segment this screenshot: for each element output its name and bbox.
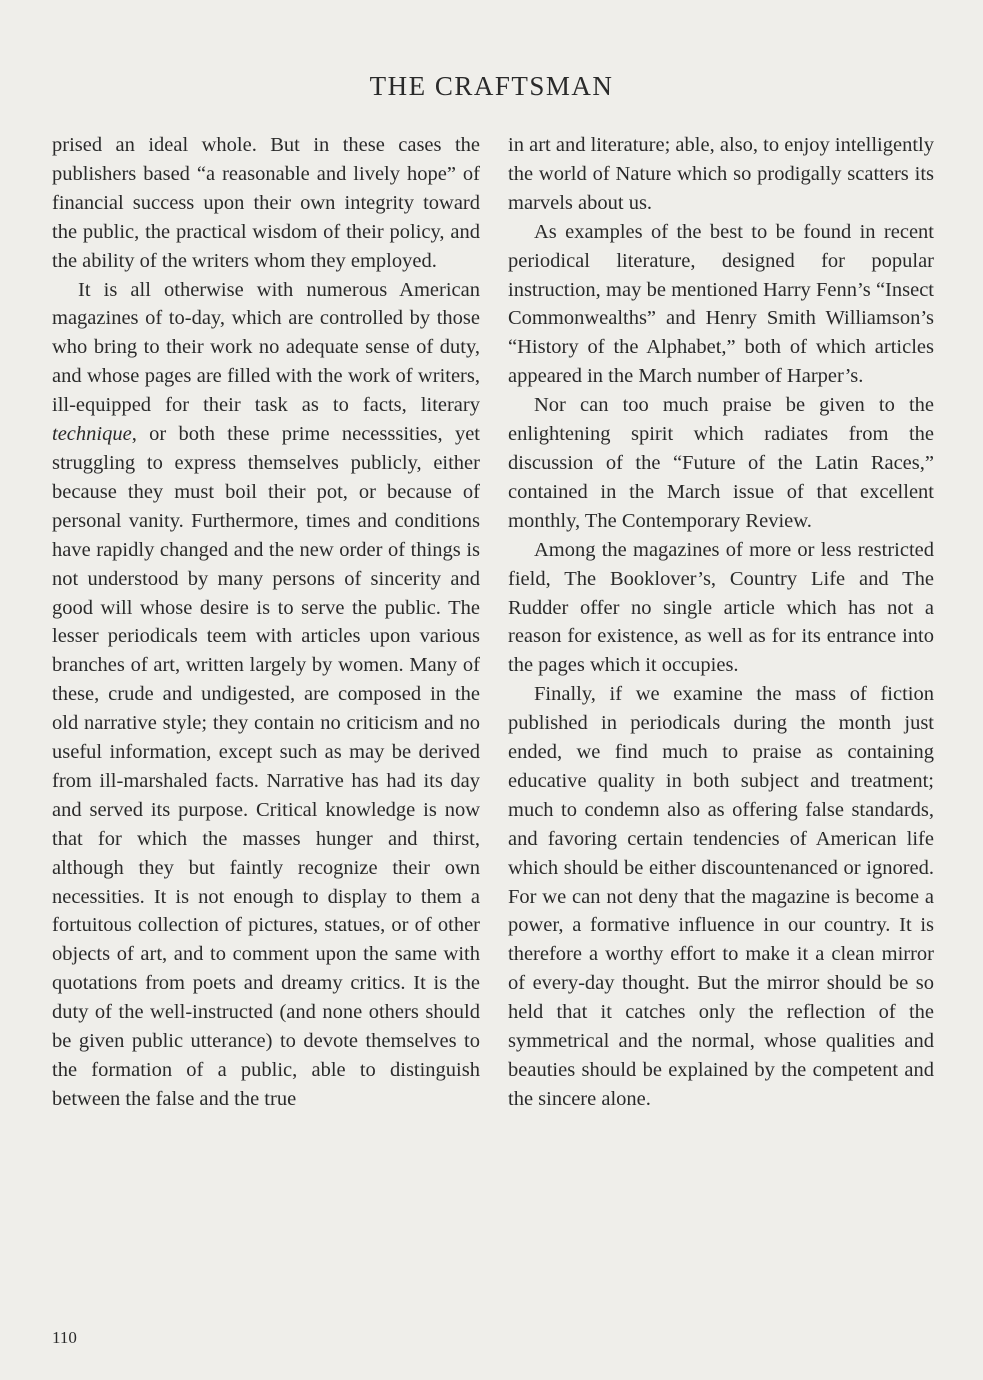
italic-term: technique xyxy=(52,423,132,446)
paragraph-text: prised an ideal whole. But in these cases the publishers based “a reasonable and lively hope” of financial success upon their own integrity toward the public, the practical wisdom of their policy, and the ability of the writers whom they employed. xyxy=(52,134,480,272)
page-number: 110 xyxy=(52,1328,77,1347)
paragraph-text: , or both these prime necesssities, yet struggling to express themselves publicly, either because they must boil their pot, or because of personal vanity. Furthermore, times and conditions have rapidly changed and the new order of things is not understood by many persons of sincerity and good will whose desire is to serve the public. The lesser periodicals teem with articles upon various branches of art, written largely by women. Many of these, crude and undigested, are composed in the old narrative style; they contain no criticism and no useful information, except such as may be derived from ill-marshaled facts. Narrative has had its day and served its purpose. Critical knowledge is now that for which the masses hunger and thirst, although they but faintly recognize their own necessities. It is not enough to display to them a fortuitous collection of pictures, statues, or of other objects of art, and to comment upon the same with quotations from poets and dreamy critics. It is the duty of the well-instructed (and none others should be given public utterance) to devote themselves to the formation of a public, able to distinguish between the false and the true xyxy=(52,423,480,1110)
paragraph xyxy=(508,536,934,681)
paragraph xyxy=(508,391,934,536)
paragraph xyxy=(508,131,934,218)
paragraph-text: Nor can too much praise be given to the enlightening spirit which radiates from the discussion of the “Future of the Latin Races,” contained in the March issue of that excellent monthly, The Contemporary Review. xyxy=(508,394,934,532)
paragraph-text: in art and literature; able, also, to enjoy intelligently the world of Nature which so prodigally scatters its marvels about us. xyxy=(508,134,934,214)
right-column xyxy=(508,131,934,1114)
paragraph-text: It is all otherwise with numerous American magazines of to-day, which are controlled by those who bring to their work no adequate sense of duty, and whose pages are filled with the work of writers, ill-equipped for their task as to facts, literary xyxy=(52,278,480,417)
paragraph-text: As examples of the best to be found in recent periodical literature, designed for popular instruction, may be mentioned Harry Fenn’s “Insect Commonwealths” and Henry Smith Williamson’s “History of the Alphabet,” both of which articles appeared in the March number of Harper’s. xyxy=(508,220,934,388)
paragraph-text: Among the magazines of more or less restricted field, The Booklover’s, Country Life and The Rudder offer no single article which has not a reason for existence, as well as for its entrance into the pages which it occupies. xyxy=(508,538,934,677)
paragraph xyxy=(52,276,480,1114)
paragraph xyxy=(508,680,934,1114)
left-column xyxy=(52,131,480,1114)
paragraph xyxy=(52,131,480,276)
paragraph-text: Finally, if we examine the mass of fiction published in periodicals during the month just ended, we find much to praise as containing educative quality in both subject and treatment; much to condemn also as offering false standards, and favoring certain tendencies of American life which should be either discountenanced or ignored. For we can not deny that the magazine is become a power, a formative influence in our country. It is therefore a worthy effort to make it a clean mirror of every-day thought. But the mirror should be so held that it catches only the reflection of the symmetrical and the normal, whose qualities and beauties should be explained by the competent and the sincere alone. xyxy=(508,683,934,1110)
paragraph xyxy=(508,218,934,391)
running-head: THE CRAFTSMAN xyxy=(369,71,614,101)
